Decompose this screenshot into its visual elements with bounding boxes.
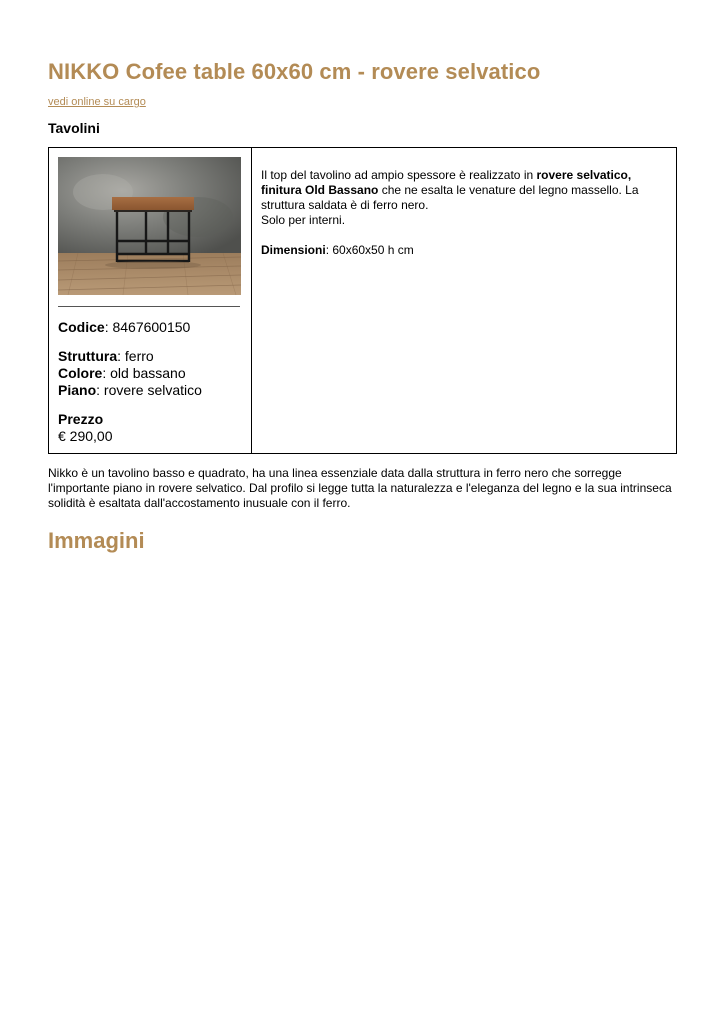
code-label: Codice (58, 319, 105, 335)
material-specs (58, 348, 242, 399)
images-heading: Immagini (48, 528, 145, 553)
top-value: : rovere selvatico (96, 382, 202, 398)
dimensions-label: Dimensioni (261, 243, 326, 257)
view-online-link[interactable]: vedi online su cargo (48, 96, 146, 108)
product-summary-cell (49, 148, 252, 454)
color-label: Colore (58, 365, 103, 381)
page-title: NIKKO Cofee table 60x60 cm - rovere selvatico (48, 59, 541, 84)
dimensions-value: : 60x60x50 h cm (325, 243, 414, 257)
description-intro: Il top del tavolino ad ampio spessore è realizzato in (261, 168, 537, 182)
product-description-cell (252, 148, 677, 454)
price-label: Prezzo (58, 411, 104, 427)
document-page (48, 58, 677, 555)
description-paragraph (261, 168, 664, 228)
description-rest: che ne esalta le venature del legno massello. La struttura saldata è di ferro nero. (261, 183, 639, 212)
color-line (58, 365, 242, 382)
indoor-note: Solo per interni. (261, 213, 346, 227)
price-value: € 290,00 (58, 428, 113, 444)
top-label: Piano (58, 382, 97, 398)
code-value: : 8467600150 (104, 319, 191, 335)
structure-line (58, 348, 242, 365)
product-body-text: Nikko è un tavolino basso e quadrato, ha una linea essenziale data dalla struttura in ferro nero che sorregge l'importante piano in rovere selvatico. Dal profilo si legge tutta la naturalezza e l'eleganza del legno e la sua intrinseca solidità è esaltata dall'accostamento inusuale con il ferro. (48, 466, 672, 510)
structure-value: : ferro (117, 348, 154, 364)
category-heading: Tavolini (48, 120, 100, 136)
price-block (58, 411, 242, 445)
product-image (58, 157, 241, 295)
dimensions-line (261, 243, 664, 258)
spec-divider (58, 306, 240, 307)
structure-label: Struttura (58, 348, 118, 364)
top-line (58, 382, 242, 399)
description-highlight: rovere selvatico, finitura Old Bassano (261, 168, 632, 197)
code-line (58, 319, 242, 336)
product-table (48, 147, 677, 454)
color-value: : old bassano (102, 365, 186, 381)
